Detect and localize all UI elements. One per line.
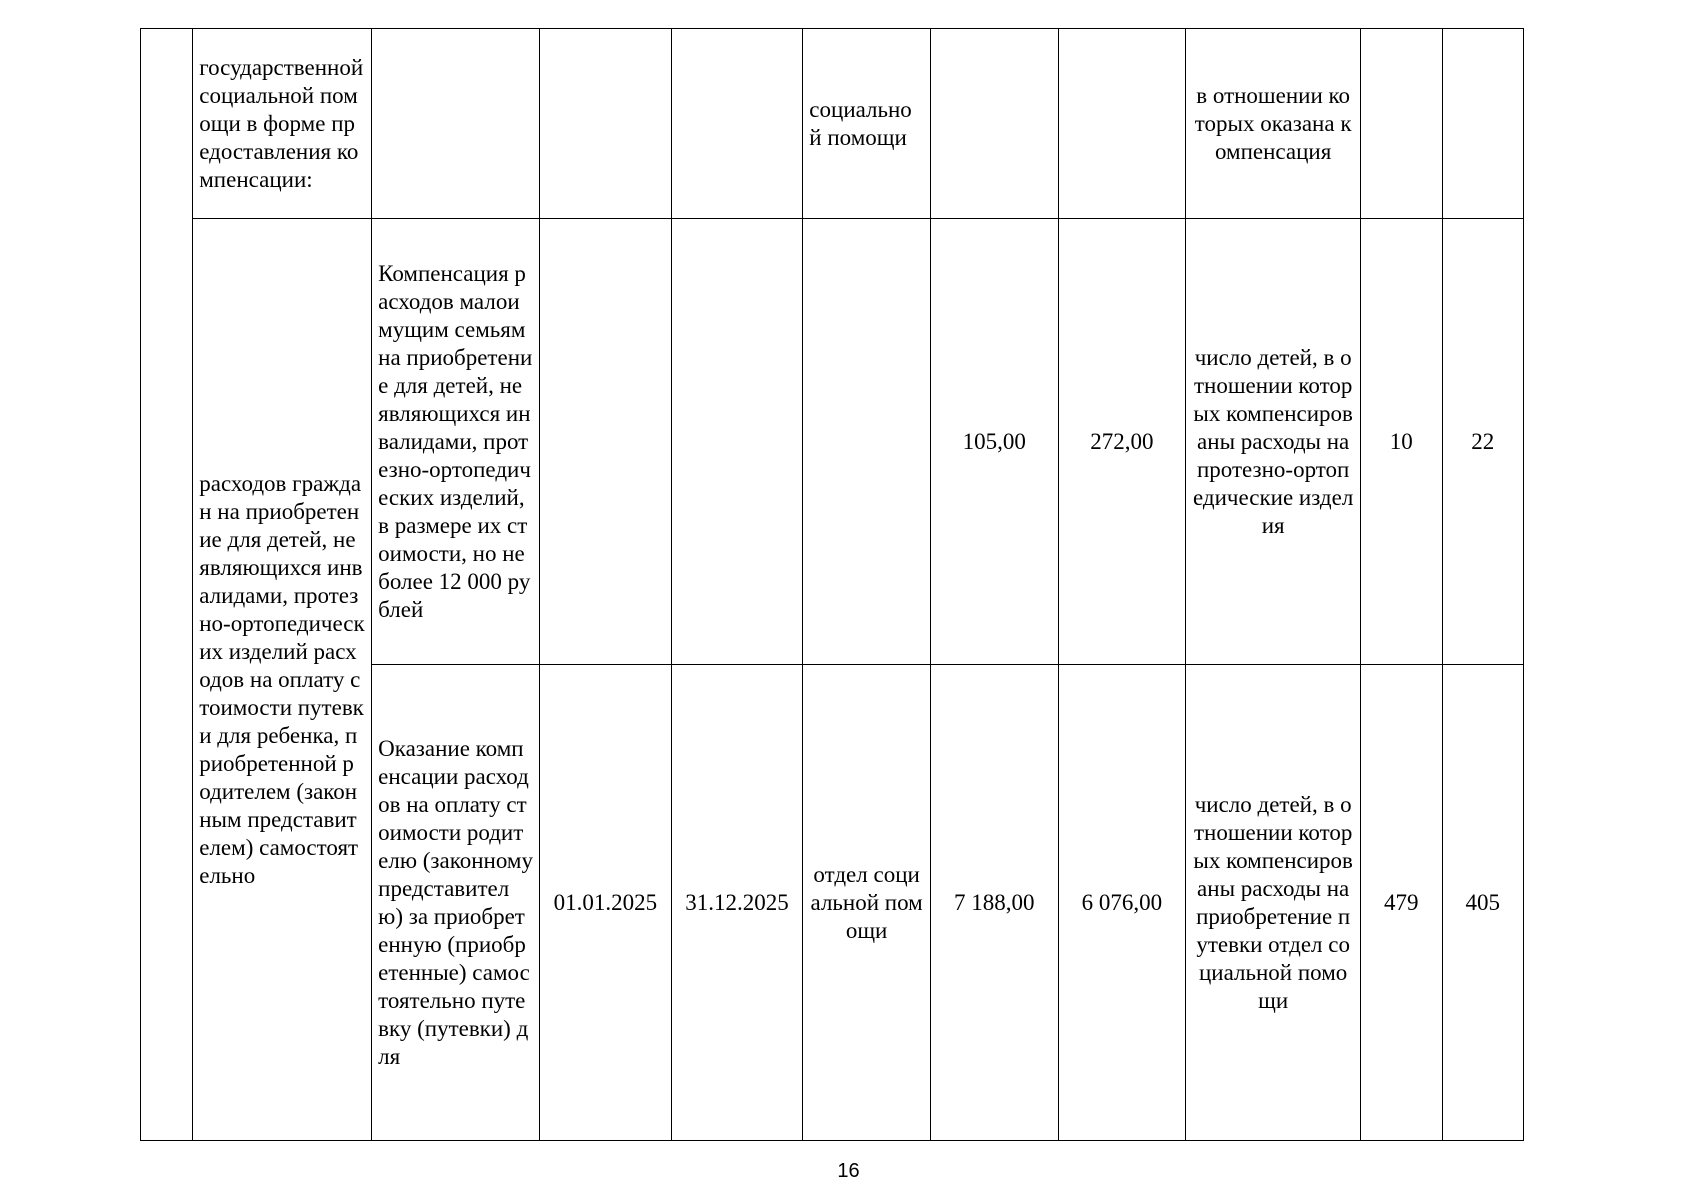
table-cell: расходов граждан на приобретение для детей, не являющихся инвалидами, протезно-ортопедических изделий расходов на оплату стоимости путевки для ребенка, приобретенной родителем (законным представителем) самостоятельно	[193, 219, 372, 1141]
table-cell: 22	[1442, 219, 1524, 665]
table-cell	[372, 29, 540, 219]
table-cell: 272,00	[1058, 219, 1186, 665]
table-cell	[539, 29, 671, 219]
table-cell	[1058, 29, 1186, 219]
table-cell	[141, 29, 193, 1141]
table-cell: 01.01.2025	[539, 665, 671, 1141]
table-cell: государственной социальной помощи в форме предоставления компенсации:	[193, 29, 372, 219]
table-row	[141, 29, 1524, 219]
program-table	[140, 28, 1524, 1141]
table-cell: отдел социальной помощи	[803, 665, 931, 1141]
table-row	[141, 219, 1524, 665]
table-cell: в отношении которых оказана компенсация	[1186, 29, 1361, 219]
table-cell: 479	[1361, 665, 1442, 1141]
table-cell: 405	[1442, 665, 1524, 1141]
table-cell: число детей, в отношении которых компенсированы расходы на протезно-ортопедические изделия	[1186, 219, 1361, 665]
page-number: 16	[837, 1160, 860, 1182]
table-cell	[803, 219, 931, 665]
table-cell: 31.12.2025	[671, 665, 803, 1141]
table-cell: 6 076,00	[1058, 665, 1186, 1141]
table-cell	[539, 219, 671, 665]
table-cell	[1442, 29, 1524, 219]
table-cell: 7 188,00	[930, 665, 1058, 1141]
table-cell: Оказание компенсации расходов на оплату стоимости родителю (законному представителю) за приобретенную (приобретенные) самостоятельно путевку (путевки) для	[372, 665, 540, 1141]
table-cell: Компенсация расходов малоимущим семьям на приобретение для детей, не являющихся инвалидами, протезно-ортопедических изделий, в размере их стоимости, но не более 12 000 рублей	[372, 219, 540, 665]
table-cell: социальной помощи	[803, 29, 931, 219]
table-cell	[930, 29, 1058, 219]
table-cell	[1361, 29, 1442, 219]
table-cell: 10	[1361, 219, 1442, 665]
table-cell: 105,00	[930, 219, 1058, 665]
table-cell	[671, 29, 803, 219]
table-cell	[671, 219, 803, 665]
table-cell: число детей, в отношении которых компенсированы расходы на приобретение путевки отдел социальной помощи	[1186, 665, 1361, 1141]
